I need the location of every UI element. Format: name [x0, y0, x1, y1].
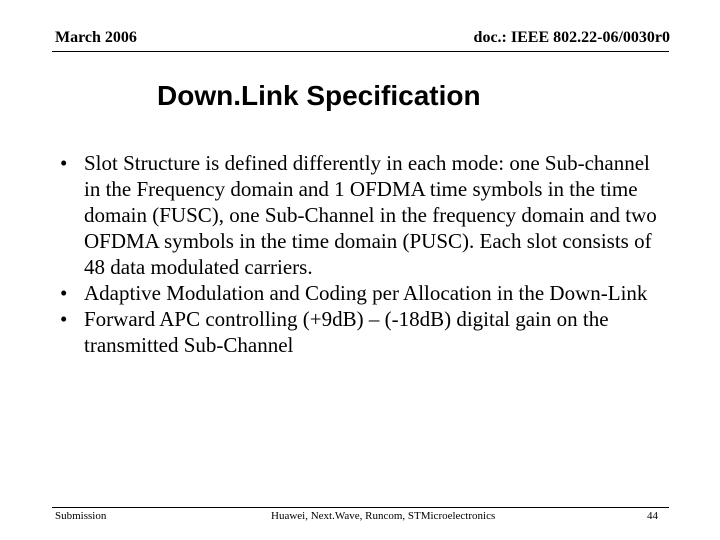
bullet-item: [60, 280, 670, 306]
bullet-item: [60, 150, 670, 280]
slide-title: Down.Link Specification: [157, 80, 481, 111]
footer-page-number: 44: [647, 510, 658, 522]
bullet-text: Adaptive Modulation and Coding per Allocation in the Down-Link: [84, 281, 648, 305]
bullet-item: [60, 306, 670, 358]
header-divider: [52, 51, 669, 52]
bullet-text: Slot Structure is defined differently in each mode: one Sub-channel in the Frequency domain and 1 OFDMA time symbols in the time domain (FUSC), one Sub-Channel in the frequency domain and two OFDMA symbols in the time domain (PUSC). Each slot consists of 48 data modulated carriers.: [84, 151, 657, 279]
bullet-icon: •: [60, 151, 68, 175]
footer-divider: [52, 507, 669, 508]
header-doc-id: doc.: IEEE 802.22-06/0030r0: [473, 29, 670, 46]
bullet-list: [60, 150, 670, 358]
footer-authors: Huawei, Next.Wave, Runcom, STMicroelectronics: [271, 510, 496, 522]
bullet-icon: •: [60, 281, 68, 305]
header-date: March 2006: [55, 29, 137, 46]
bullet-text: Forward APC controlling (+9dB) – (-18dB) digital gain on the transmitted Sub-Channel: [84, 307, 609, 357]
bullet-icon: •: [60, 307, 68, 331]
footer-submission: Submission: [55, 510, 107, 522]
